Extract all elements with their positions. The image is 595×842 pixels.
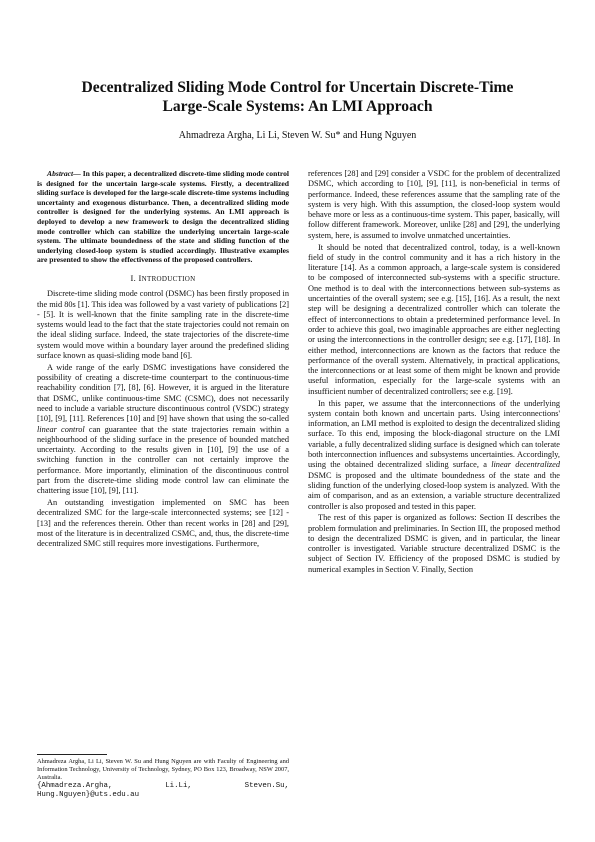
intro-paragraph-3: An outstanding investigation implemented on SMC has been decentralized SMC for the large-scale interconnected systems; see [12] - [13] and the references therein. Other than recent works in [28] and [29], most of the literature is in decentralized CSMC, and, thus, the discrete-time decentralized SMC still requires more investigations. Furthermore, xyxy=(37,498,289,549)
footnote-rule xyxy=(37,754,107,755)
author-list: Ahmadreza Argha, Li Li, Steven W. Su* and Hung Nguyen xyxy=(178,130,417,141)
intro-paragraph-2-emphasis: linear control xyxy=(37,424,85,434)
intro-paragraph-2-part-a: A wide range of the early DSMC investigations have considered the possibility of creating a discrete-time counterpart to the continuous-time reachability condition [7], [8], [6]. However, it is argued in the literature that DSMC, unlike continuous-time SMC (CSMC), does not necessarily need to include a variable structure discontinuous control (VSDC) strategy [10], [9], [11]. References [10] and [9] have shown that using the so-called xyxy=(37,362,289,424)
right-paragraph-3-part-a: In this paper, we assume that the interconnections of the underlying system contain both known and uncertain parts. Using interconnections' information, an LMI method is exploited to design the decentralized sliding surface. To this end, imposing the block-diagonal structure on the LMI variable, a fully decentralized sliding surface is designed which can tolerate both interconnection influences and subsystems uncertainties. Accordingly, using the obtained decentralized sliding surface, a xyxy=(308,398,560,470)
right-column xyxy=(308,169,560,577)
right-paragraph-3-emphasis: linear decentralized xyxy=(491,460,560,470)
right-paragraph-3-part-b: DSMC is proposed and the ultimate boundedness of the state and the sliding function of the underlying closed-loop system is analyzed. With the aim of comparison, and as an extension, a variable structure decentralized controller is also proposed and tested in this paper. xyxy=(308,470,560,511)
paper-title xyxy=(40,78,555,116)
section-first-letter: I xyxy=(138,272,142,283)
footnote-affiliation: Ahmadreza Argha, Li Li, Steven W. Su and Hung Nguyen are with Faculty of Engineering and Information Technology, University of Technology, Sydney, PO Box 123, Broadway, NSW 2007, Australia. xyxy=(37,758,289,781)
intro-paragraph-2 xyxy=(37,363,289,497)
abstract xyxy=(37,169,289,265)
intro-paragraph-1: Discrete-time sliding mode control (DSMC) has been firstly proposed in the mid 80s [1]. This idea was followed by a vast variety of publications [2] - [5]. It is well-known that the finite sampling rate in the discrete-time systems would lead to the fact that the state trajectories could not remain on the ideal sliding surface. Indeed, the state trajectories of the discrete-time system would move within a boundary layer around the predefined sliding surface known as quasi-sliding mode band [6]. xyxy=(37,289,289,361)
right-paragraph-3 xyxy=(308,399,560,512)
right-paragraph-2: It should be noted that decentralized control, today, is a well-known field of study in the control community and it has a rich history in the literature [14]. As a common approach, a large-scale system is considered to be composed of interconnected sub-systems with a specific structure. One method is to deal with the interconnections between sub-systems as uncertainties of the overall system; see e.g. [15], [16]. As a result, the next step will be designing a decentralized controller which can tolerate the effect of interconnections to obtain a predetermined performance level. In order to achieve this goal, two imaginable approaches are either neglecting or using the interconnections in the controller design; see e.g. [17], [18]. In either method, interconnections are known as the factors that reduce the performance of the overall system. Alternatively, in practical applications, the interconnections or at least some of them might be known and provide useful information, especially for the large-scale systems with an insufficient number of decentralized controllers; see e.g. [19]. xyxy=(308,242,560,396)
right-paragraph-1: references [28] and [29] consider a VSDC for the problem of decentralized DSMC, which according to [10], [9], [11], is non-beneficial in terms of performance. Indeed, these references assume that the sampling rate of the system is very high. With this assumption, the closed-loop system would behave more or less as a continuous-time system. This paper, basically, will follow different framework. Moreover, unlike [28] and [29], the underlying system, here, is assumed to involve unmatched uncertainties. xyxy=(308,169,560,240)
title-line-2: Large-Scale Systems: An LMI Approach xyxy=(162,98,433,115)
section-numeral: I. xyxy=(130,272,137,283)
abstract-text: — In this paper, a decentralized discrete-time sliding mode control is designed for the uncertain large-scale systems. Firstly, a decentralized sliding surface is developed for the large-scale discrete-time systems including uncertainty and exogenous disturbance. Then, a decentralized sliding mode controller is designed for the underlying systems. An LMI approach is deployed to develop a new framework to design the decentralized sliding mode controller which can stabilize the underlying uncertain large-scale system. The ultimate boundedness of the state and sliding function of the underlying closed-loop system is studied accordingly. Illustrative examples are presented to show the effectiveness of the proposed controllers. xyxy=(37,169,289,265)
title-line-1: Decentralized Sliding Mode Control for Uncertain Discrete-Time xyxy=(81,79,514,96)
author-footnote xyxy=(37,758,289,800)
footnote-emails: {Ahmadreza.Argha, Li.Li, Steven.Su, Hung.Nguyen}@uts.edu.au xyxy=(37,782,289,799)
right-paragraph-4: The rest of this paper is organized as follows: Section II describes the problem formulation and preliminaries. In Section III, the proposed method to design the decentralized DSMC is given, and in particular, the linear controller is investigated. Variable structure decentralized DSMC is the subject of Section IV. Efficiency of the proposed DSMC is studied by numerical examples in Section V. Finally, Section xyxy=(308,513,560,574)
section-heading-introduction xyxy=(37,273,289,284)
left-column xyxy=(37,169,289,551)
intro-paragraph-2-part-b: can guarantee that the state trajectories remain within a neighbourhood of the sliding surface in the presence of bounded matched uncertainty. According to the results given in [10], [9] the use of a switching function in the controller can not certainly improve the performance. More importantly, elimination of the discontinuous control part from the discrete-time sliding mode control law can eliminate the chattering issue [10], [9], [11]. xyxy=(37,424,289,496)
abstract-label: Abstract xyxy=(47,169,74,178)
section-rest: NTRODUCTION xyxy=(141,274,196,283)
